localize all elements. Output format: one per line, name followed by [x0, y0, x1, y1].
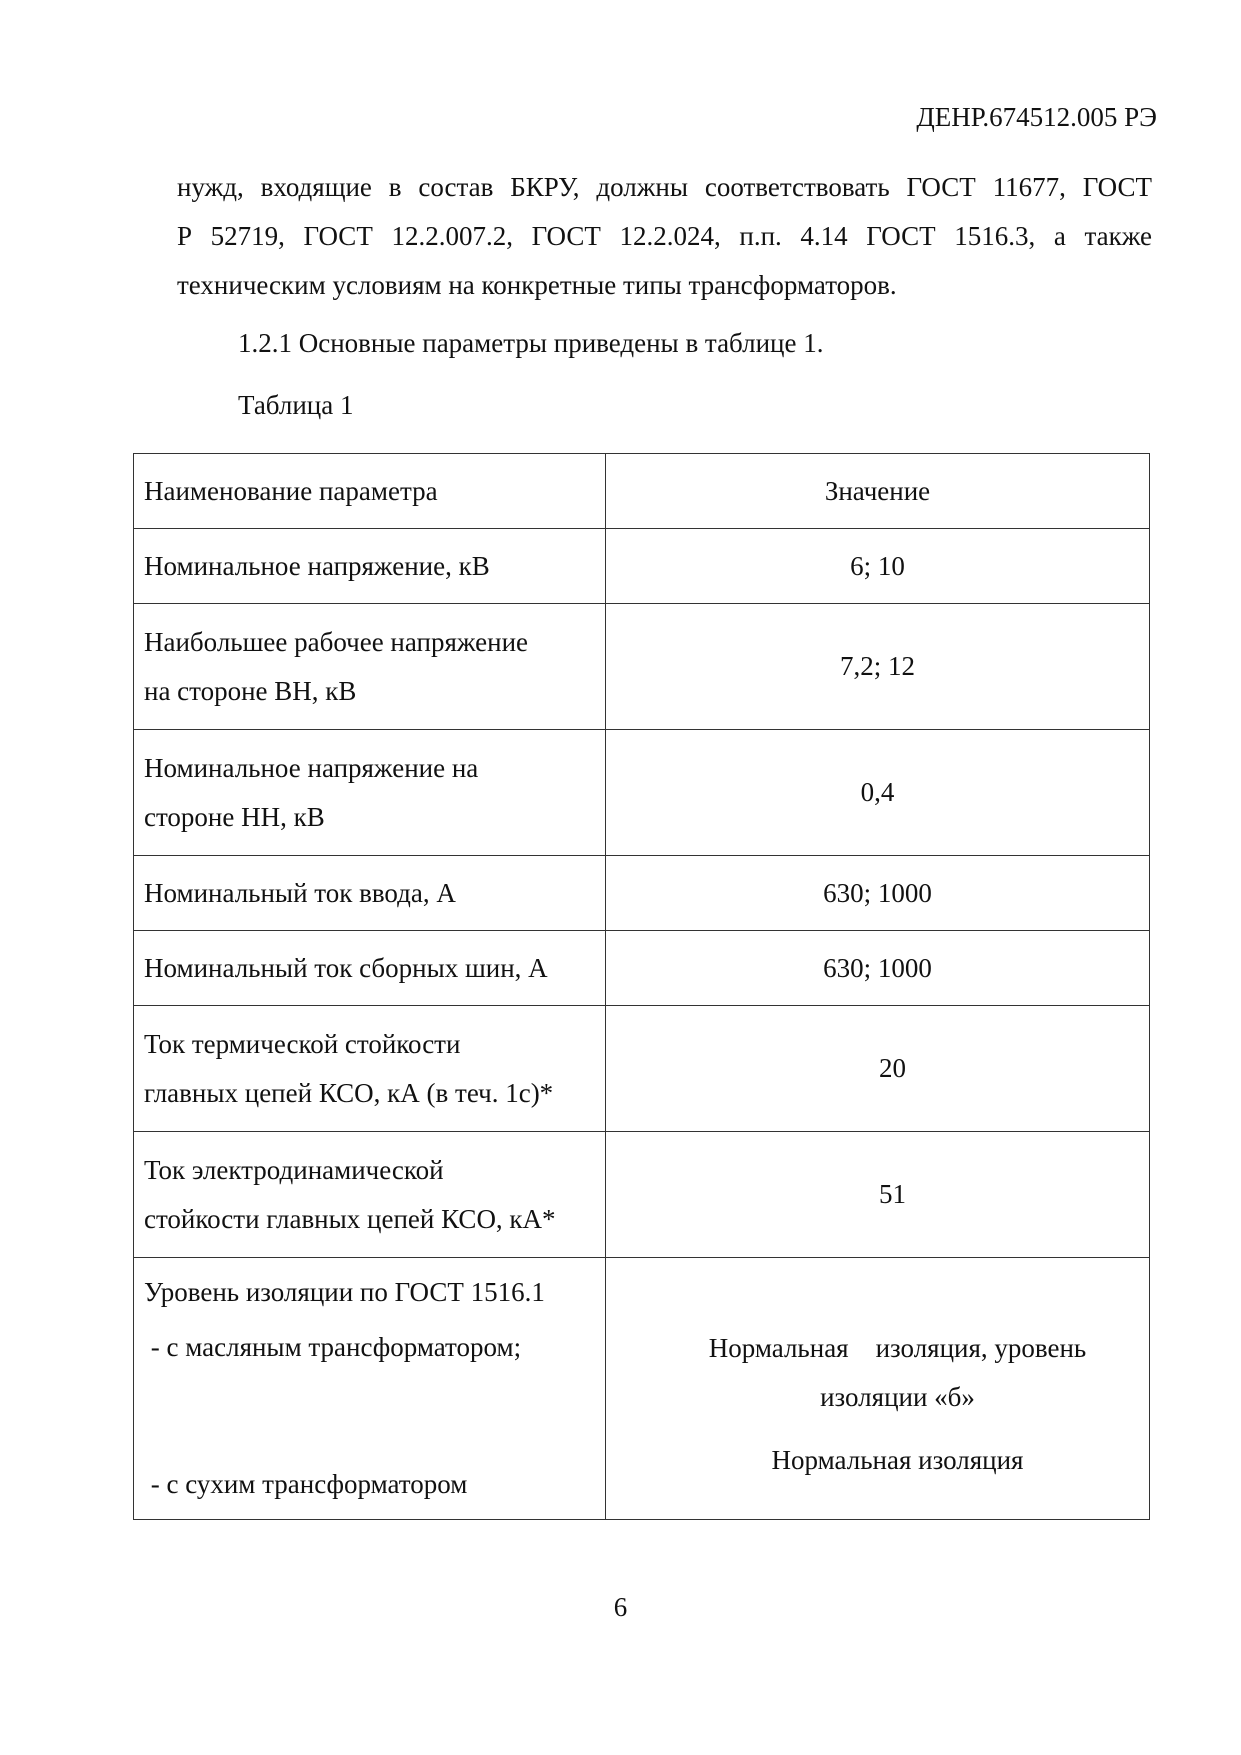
parameters-table — [133, 453, 1150, 1520]
value-cell: 6; 10 — [606, 529, 1150, 604]
value-cell: 630; 1000 — [606, 856, 1150, 931]
table-row — [134, 604, 1150, 730]
page-number: 6 — [613, 1592, 628, 1622]
header-parameter: Наименование параметра — [134, 454, 606, 529]
table-row — [134, 1006, 1150, 1132]
insulation-dry-label: - с сухим трансформатором — [144, 1469, 468, 1499]
parameter-line: главных цепей КСО, кА (в теч. 1с)* — [144, 1077, 554, 1108]
value-cell: 51 — [606, 1132, 1150, 1258]
parameter-line: Номинальное напряжение на — [144, 752, 479, 783]
parameter-cell — [134, 1258, 606, 1520]
insulation-title: Уровень изоляции по ГОСТ 1516.1 — [144, 1277, 545, 1307]
value-cell: 20 — [606, 1006, 1150, 1132]
paragraph-line: техническим условиям на конкретные типы трансформаторов. — [177, 270, 897, 300]
parameter-line: Ток электродинамической — [144, 1154, 444, 1185]
body-paragraph — [177, 163, 1152, 310]
parameter-cell — [134, 1132, 606, 1258]
insulation-oil-value-line2: изоляции «б» — [820, 1382, 975, 1412]
spacer — [144, 1372, 595, 1460]
parameter-line: стойкости главных цепей КСО, кА* — [144, 1203, 556, 1234]
table-row-insulation — [134, 1258, 1150, 1520]
table-row — [134, 856, 1150, 931]
value-cell: 0,4 — [606, 730, 1150, 856]
value-cell: 7,2; 12 — [606, 604, 1150, 730]
parameter-cell — [134, 1006, 606, 1132]
table-header-row — [134, 454, 1150, 529]
table-caption: Таблица 1 — [238, 390, 354, 420]
insulation-oil-label: - с масляным трансформатором; — [144, 1332, 522, 1362]
parameter-cell — [134, 730, 606, 856]
document-code: ДЕНР.674512.005 РЭ — [916, 102, 1157, 132]
value-cell: 630; 1000 — [606, 931, 1150, 1006]
value-cell — [606, 1258, 1150, 1520]
parameter-cell: Номинальный ток ввода, А — [134, 856, 606, 931]
paragraph-line: Р 52719, ГОСТ 12.2.007.2, ГОСТ 12.2.024, п.п. 4.14 ГОСТ 1516.3, а также — [177, 221, 1152, 251]
parameter-line: Наибольшее рабочее напряжение — [144, 626, 529, 657]
table-intro-text: 1.2.1 Основные параметры приведены в таблице 1. — [238, 328, 824, 358]
parameter-cell: Номинальное напряжение, кВ — [134, 529, 606, 604]
table-row — [134, 931, 1150, 1006]
parameter-line: на стороне ВН, кВ — [144, 675, 357, 706]
table-row — [134, 1132, 1150, 1258]
table-row — [134, 529, 1150, 604]
parameter-cell — [134, 604, 606, 730]
insulation-dry-value: Нормальная изоляция — [771, 1445, 1024, 1475]
header-value: Значение — [606, 454, 1150, 529]
parameter-line: стороне НН, кВ — [144, 801, 325, 832]
parameter-cell: Номинальный ток сборных шин, А — [134, 931, 606, 1006]
table-row — [134, 730, 1150, 856]
insulation-oil-value-line1: Нормальная изоляция, уровень — [708, 1333, 1087, 1363]
paragraph-line: нужд, входящие в состав БКРУ, должны соответствовать ГОСТ 11677, ГОСТ — [177, 172, 1152, 202]
parameter-line: Ток термической стойкости — [144, 1028, 461, 1059]
